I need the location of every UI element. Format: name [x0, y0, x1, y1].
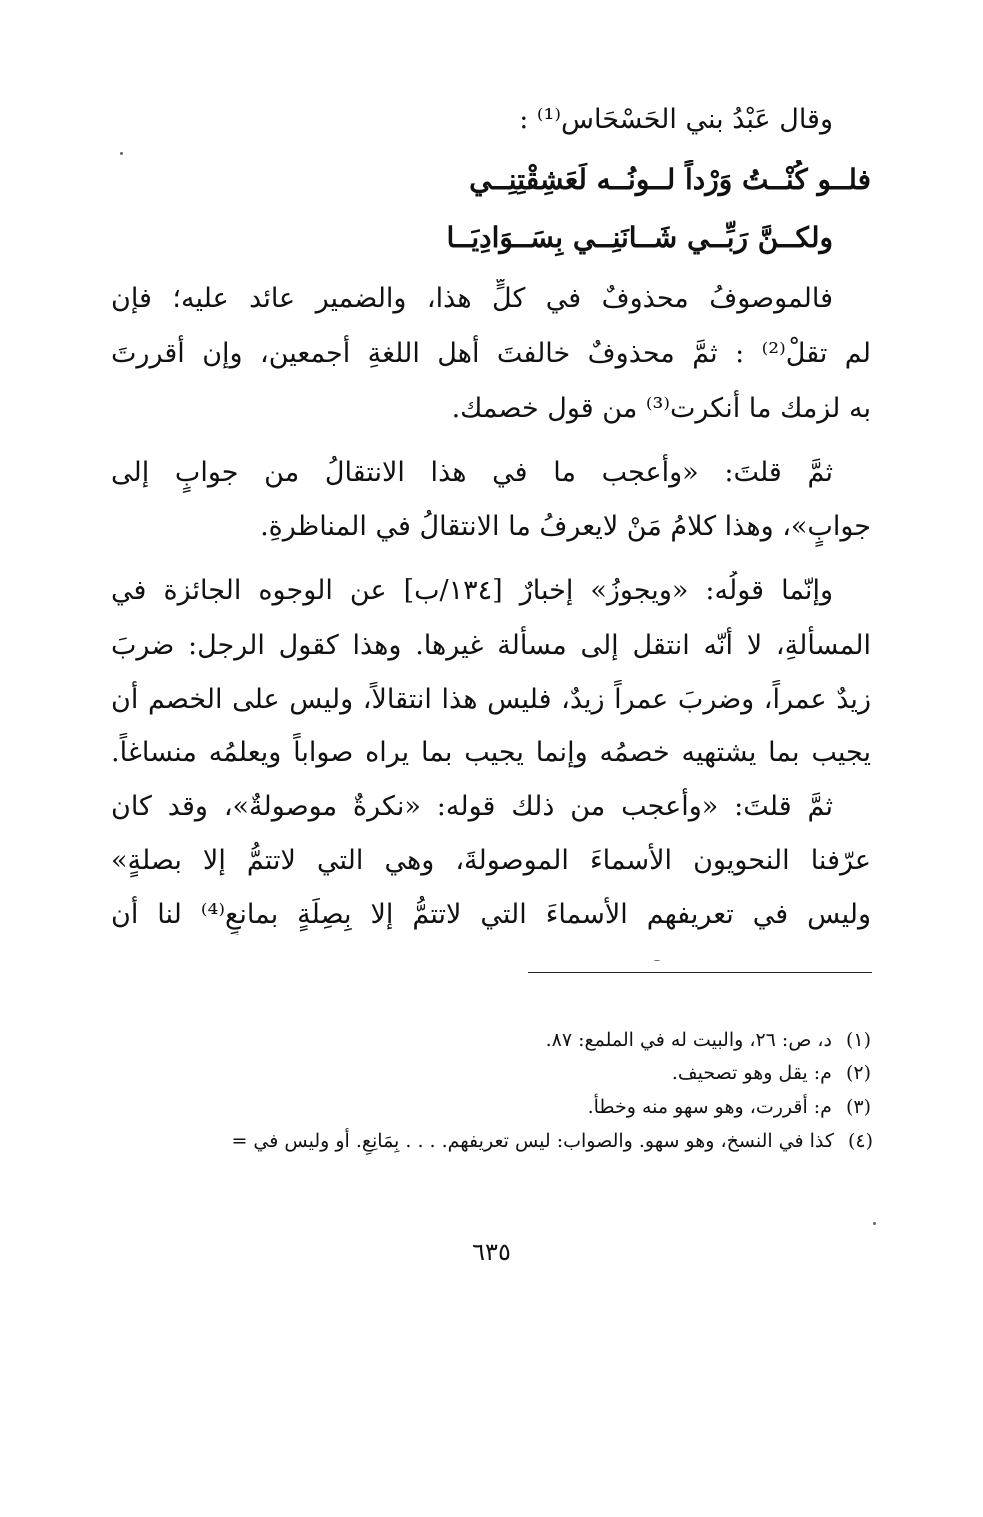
footnote-1: [111, 1026, 871, 1054]
footnote-4-text: كذا في النسخ، وهو سهو. والصواب: ليس تعريفهم. . . . بِمَانِعٍ. أو وليس في =: [231, 1130, 834, 1152]
text-line-7: ثمَّ قلتَ: «وأعجب ما في هذا الانتقالُ من جوابٍ إلى: [111, 457, 833, 488]
footnote-4: [103, 1127, 873, 1155]
text-line-9: وإنّما قولُه: «ويجوزُ» إخبارٌ [١٣٤/ب] عن الوجوه الجائزة في: [111, 575, 833, 606]
footnote-3: [111, 1093, 871, 1121]
footnote-1-text: د، ص: ٢٦، والبيت له في الملمع: ٨٧.: [545, 1029, 832, 1051]
text-line-15: وليس في تعريفهم الأسماءَ التي لاتتمُّ إلا بِصِلَةٍ بمانعٍ⁽⁴⁾ لنا أن: [111, 899, 871, 930]
text-line-14: عرّفنا النحويون الأسماءَ الموصولةَ، وهي التي لاتتمُّ إلا بصلةٍ»: [111, 845, 871, 876]
footnote-1-mark: (١): [845, 1029, 871, 1051]
scan-speck: [120, 152, 123, 155]
text-line-5: لم تقلْ⁽²⁾ : ثمَّ محذوفٌ خالفتَ أهل اللغةِ أجمعين، وإن أقررتَ: [111, 338, 871, 369]
text-line-6: به لزمك ما أنكرت⁽³⁾ من قول خصمك.: [451, 393, 871, 424]
footnote-2: [111, 1059, 871, 1087]
scan-speck: [654, 960, 660, 961]
verse-line-2: ولكــنَّ رَبِّــي شَــانَنِــي بِسَــوَادِيَــا: [446, 221, 833, 254]
verse-line-1: فلــو كُنْــتُ وَرْداً لــونُــه لَعَشِقْتِنِــي: [469, 163, 871, 196]
footnote-separator: [528, 972, 872, 973]
text-line-1: وقال عَبْدُ بني الحَسْحَاس⁽¹⁾ :: [519, 104, 833, 135]
text-line-8: جوابٍ»، وهذا كلامُ مَنْ لايعرفُ ما الانتقالُ في المناظرةِ.: [260, 511, 871, 542]
text-line-10: المسألةِ، لا أنّه انتقل إلى مسألة غيرها. وهذا كقول الرجل: ضربَ: [111, 630, 871, 661]
page-number: ٦٣٥: [472, 1238, 511, 1266]
footnote-2-text: م: يقل وهو تصحيف.: [671, 1062, 832, 1084]
footnote-2-mark: (٢): [845, 1062, 871, 1084]
text-line-12: يجيب بما يشتهيه خصمُه وإنما يجيب بما يراه صواباً ويعلمُه منساغاً.: [111, 737, 871, 768]
footnote-4-mark: (٤): [847, 1130, 873, 1152]
scan-speck: [873, 1222, 876, 1225]
footnote-3-text: م: أقررت، وهو سهو منه وخطأ.: [587, 1096, 832, 1118]
text-line-13: ثمَّ قلتَ: «وأعجب من ذلك قوله: «نكرةٌ موصولةٌ»، وقد كان: [111, 791, 833, 822]
text-line-4: فالموصوفُ محذوفٌ في كلٍّ هذا، والضمير عائد عليه؛ فإن: [111, 283, 833, 314]
text-line-11: زيدٌ عمراً، وضربَ عمراً زيدٌ، فليس هذا انتقالاً، وليس على الخصم أن: [111, 684, 871, 715]
footnote-3-mark: (٣): [845, 1096, 871, 1118]
